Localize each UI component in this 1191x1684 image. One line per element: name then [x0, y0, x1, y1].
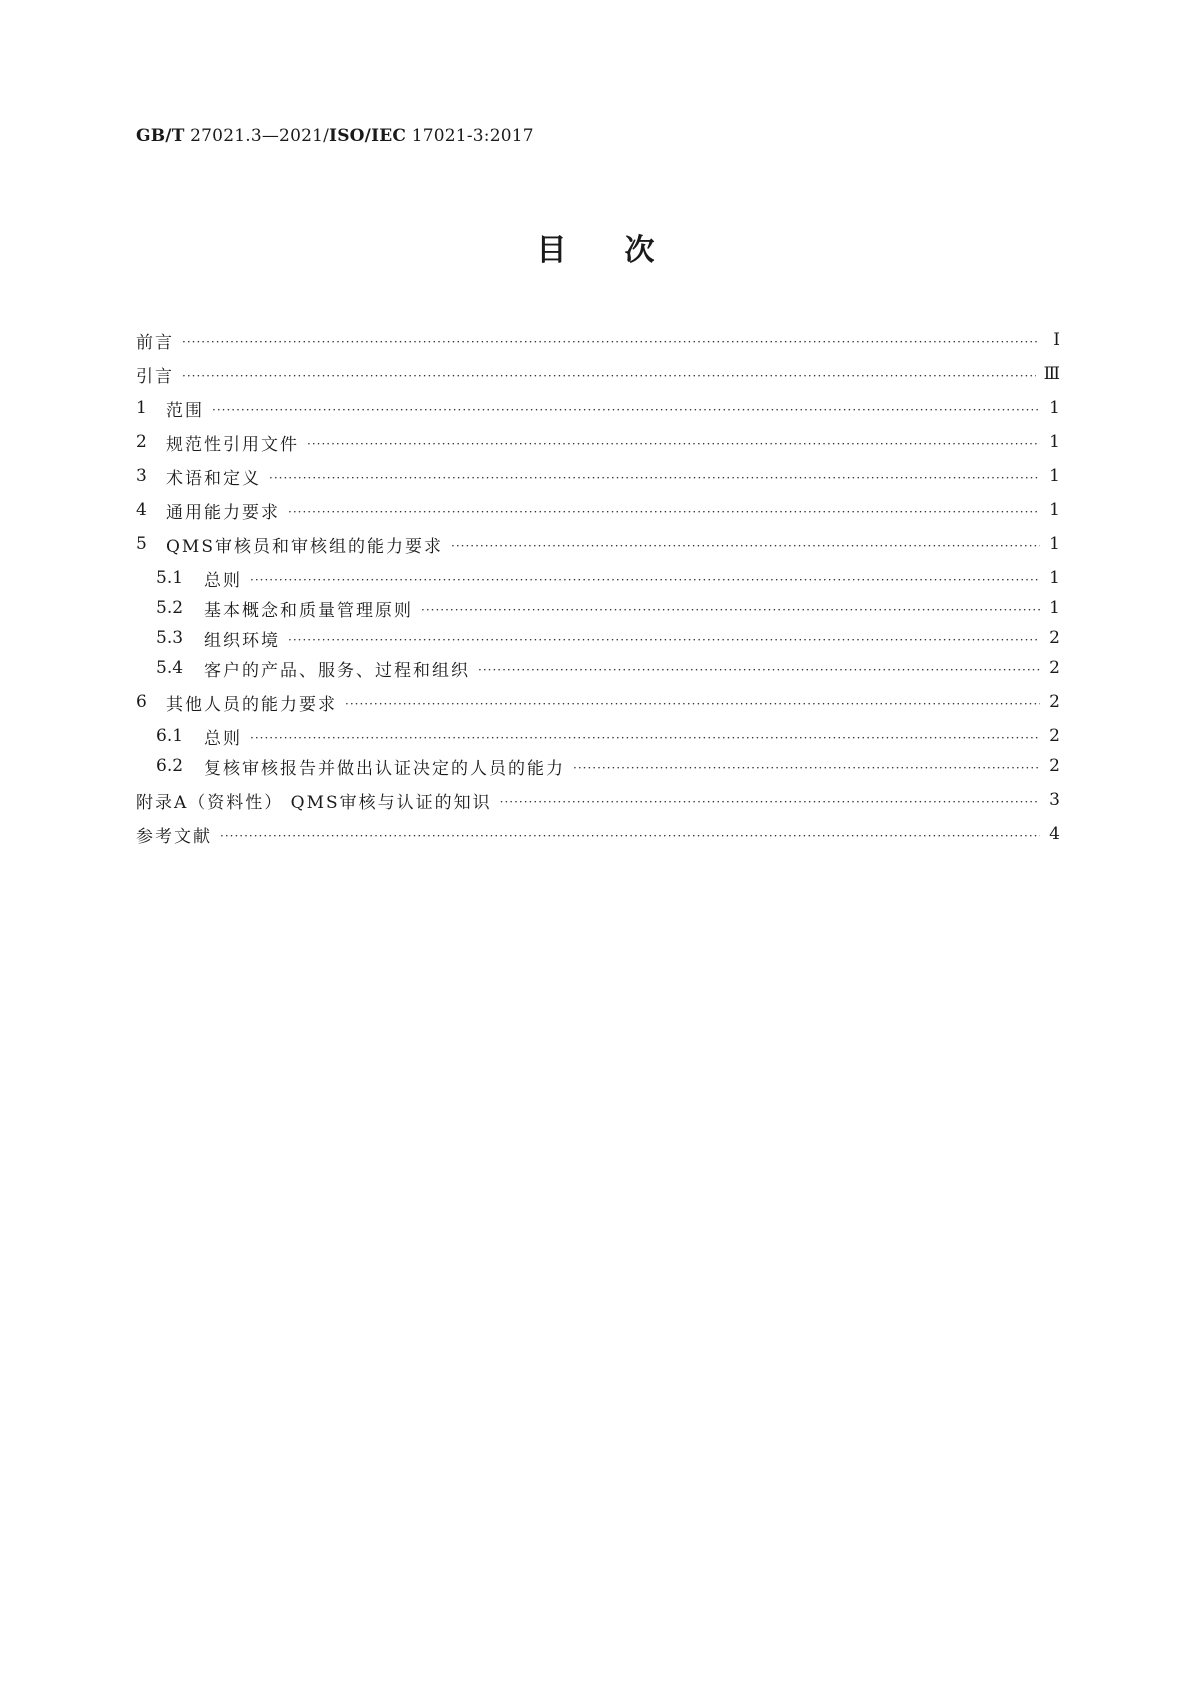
toc-number: 5.2 [156, 598, 184, 618]
toc-entry[interactable] [156, 594, 1060, 622]
toc-leader [307, 437, 1040, 451]
toc-label: 通用能力要求 [166, 502, 280, 523]
toc-entry[interactable] [156, 752, 1060, 780]
toc-leader [220, 829, 1040, 843]
toc-leader [573, 761, 1040, 775]
toc-page: 2 [1049, 628, 1060, 648]
toc-page: 1 [1049, 534, 1060, 554]
toc-number: 5 [136, 534, 147, 554]
header-iso: ISO/IEC [329, 126, 407, 146]
toc-number: 5.3 [156, 628, 184, 648]
toc-number: 2 [136, 432, 147, 452]
toc-label: 规范性引用文件 [166, 434, 299, 455]
toc-entry[interactable] [136, 496, 1060, 524]
toc-leader [288, 633, 1040, 647]
toc-leader [421, 603, 1040, 617]
toc-entry[interactable] [136, 360, 1060, 388]
toc-number: 1 [136, 398, 147, 418]
toc-page: 4 [1049, 824, 1060, 844]
toc-entry[interactable] [136, 786, 1060, 814]
toc-entry[interactable] [136, 394, 1060, 422]
toc-leader [182, 335, 1040, 349]
toc-leader [451, 539, 1040, 553]
toc-number: 6.2 [156, 756, 184, 776]
toc-number: 5.4 [156, 658, 184, 678]
toc-label: QMS审核员和审核组的能力要求 [166, 536, 443, 557]
toc-entry[interactable] [156, 564, 1060, 592]
toc-number: 5.1 [156, 568, 184, 588]
header-code-1: 27021.3—2021/ [184, 126, 330, 146]
header-code-2: 17021-3:2017 [406, 126, 534, 146]
toc-page: 2 [1049, 692, 1060, 712]
toc-entry[interactable] [156, 624, 1060, 652]
toc-entry[interactable] [136, 462, 1060, 490]
page-title: 目次 [536, 233, 713, 268]
toc-page: 2 [1049, 726, 1060, 746]
toc-label: 范围 [166, 400, 204, 421]
toc-leader [250, 573, 1040, 587]
toc-leader [478, 663, 1040, 677]
toc-label: 总则 [204, 728, 242, 749]
toc-page: 1 [1049, 500, 1060, 520]
toc-page: 2 [1049, 756, 1060, 776]
toc-leader [182, 369, 1036, 383]
toc-label: 参考文献 [136, 826, 212, 847]
toc-label: 总则 [204, 570, 242, 591]
toc-entry[interactable] [136, 530, 1060, 558]
toc-entry[interactable] [136, 820, 1060, 848]
toc-entry[interactable] [136, 428, 1060, 456]
toc-page: 1 [1049, 568, 1060, 588]
toc-leader [250, 731, 1040, 745]
toc-label: 组织环境 [204, 630, 280, 651]
toc-leader [288, 505, 1040, 519]
toc-entry[interactable] [136, 688, 1060, 716]
toc-number: 3 [136, 466, 147, 486]
document-header [136, 126, 534, 146]
toc-label: 引言 [136, 366, 174, 387]
toc-page: Ⅲ [1043, 364, 1060, 384]
toc-page: 3 [1049, 790, 1060, 810]
toc-page: 1 [1049, 398, 1060, 418]
toc-label: 其他人员的能力要求 [166, 694, 337, 715]
toc-leader [500, 795, 1040, 809]
toc-label: 前言 [136, 332, 174, 353]
toc-page: Ⅰ [1053, 330, 1060, 350]
toc-page: 1 [1049, 432, 1060, 452]
toc-leader [269, 471, 1040, 485]
toc-number: 4 [136, 500, 147, 520]
toc-leader [345, 697, 1040, 711]
toc-page: 1 [1049, 466, 1060, 486]
toc-label: 客户的产品、服务、过程和组织 [204, 660, 470, 681]
toc-label: 基本概念和质量管理原则 [204, 600, 413, 621]
toc-entry[interactable] [156, 722, 1060, 750]
toc-number: 6 [136, 692, 147, 712]
toc-leader [212, 403, 1040, 417]
toc-label: 附录A（资料性） QMS审核与认证的知识 [136, 792, 492, 813]
toc-label: 复核审核报告并做出认证决定的人员的能力 [204, 758, 565, 779]
toc-page: 2 [1049, 658, 1060, 678]
toc-entry[interactable] [136, 326, 1060, 354]
toc-label: 术语和定义 [166, 468, 261, 489]
toc-entry[interactable] [156, 654, 1060, 682]
toc-page: 1 [1049, 598, 1060, 618]
toc-number: 6.1 [156, 726, 184, 746]
header-prefix: GB/T [136, 126, 185, 146]
